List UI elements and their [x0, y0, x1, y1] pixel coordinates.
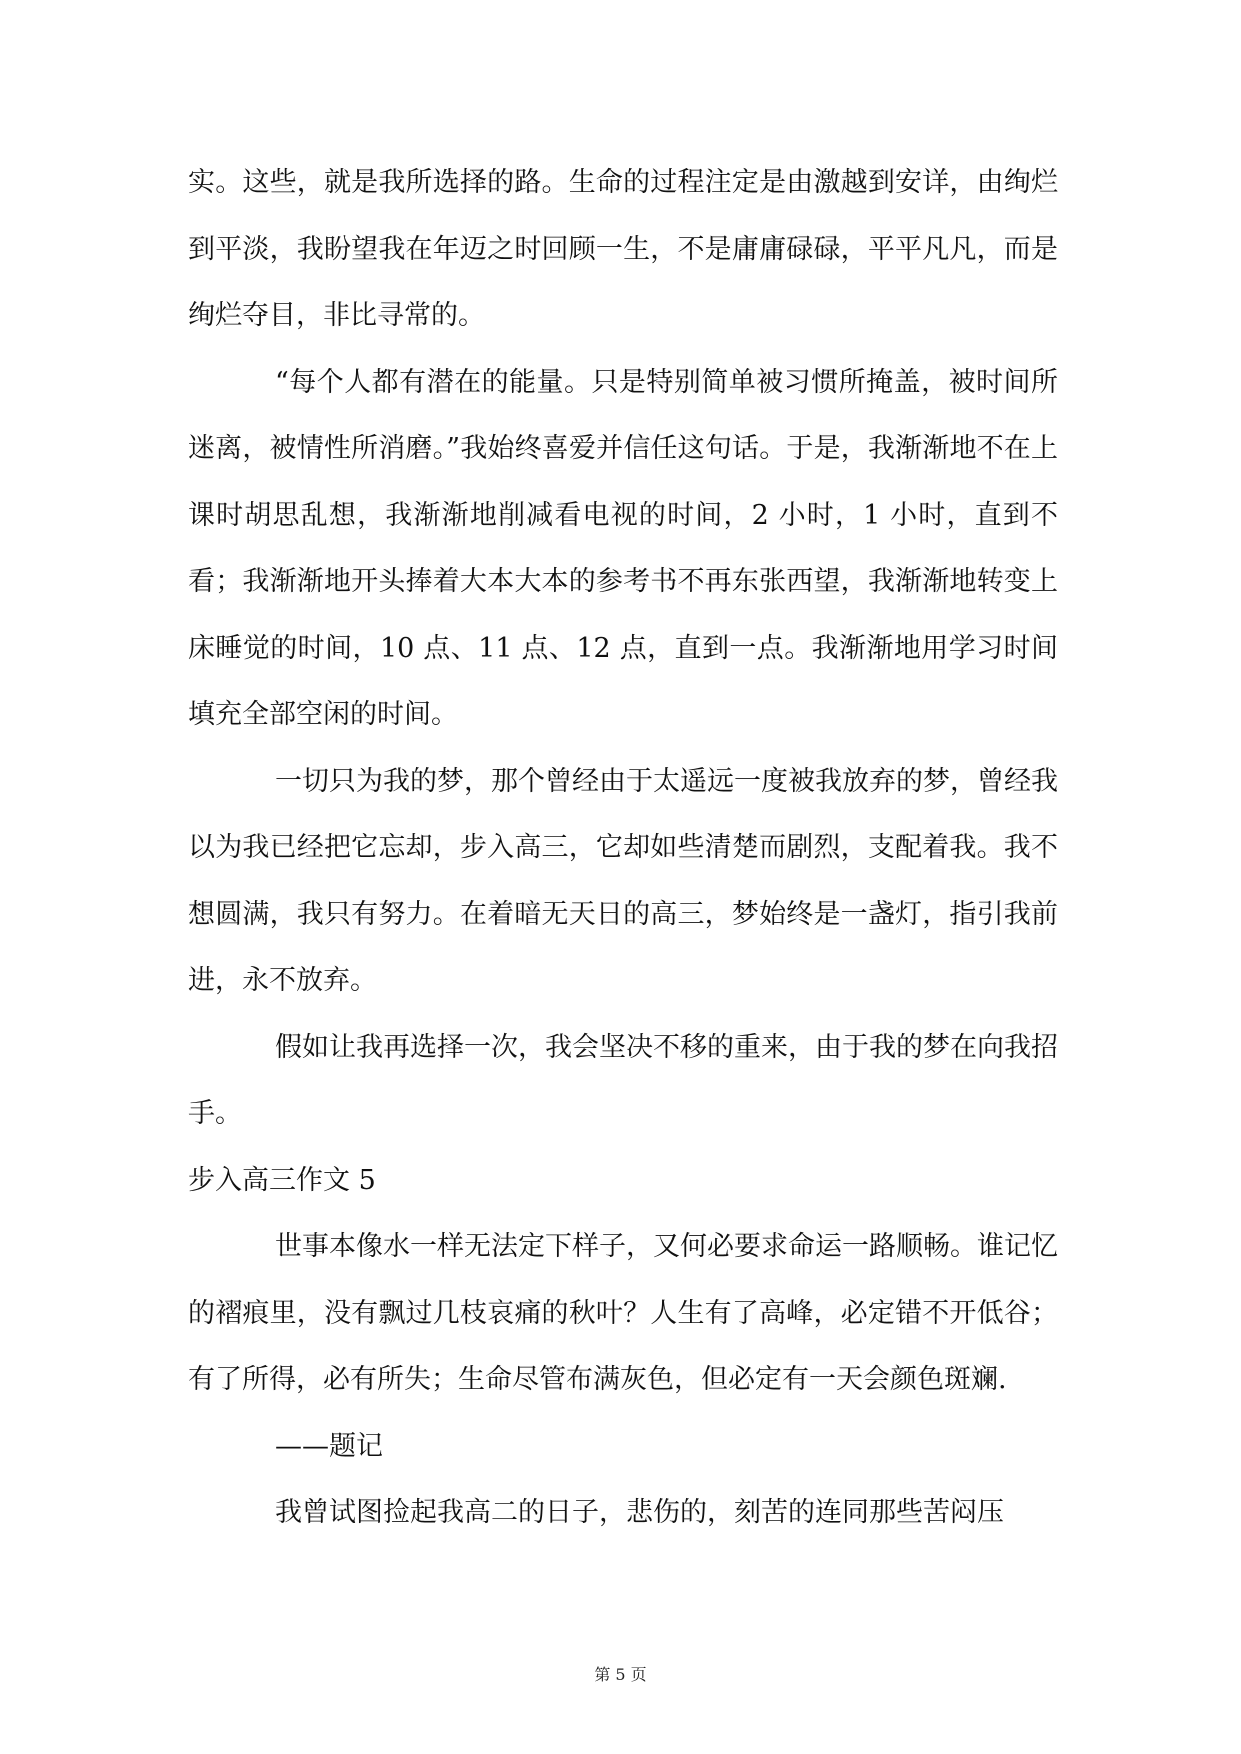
section-heading: 步入高三作文 5 [188, 1164, 376, 1196]
paragraph-1: 实。这些，就是我所选择的路。生命的过程注定是由激越到安详，由绚烂到平淡，我盼望我在年迈之时回顾一生，不是庸庸碌碌，平平凡凡，而是绚烂夺目，非比寻常的。 [188, 167, 1058, 331]
paragraph-2: “每个人都有潜在的能量。只是特别简单被习惯所掩盖，被时间所迷离，被情性所消磨。”我始终喜爱并信任这句话。于是，我渐渐地不在上课时胡思乱想，我渐渐地削减看电视的时间，2 小时，1 小时，直到不看；我渐渐地开头捧着大本大本的参考书不再东张西望，我渐渐地转变上床睡觉的时间，10 点、11 点、12 点，直到一点。我渐渐地用学习时间填充全部空闲的时间。 [188, 366, 1058, 730]
document-body [188, 150, 1058, 1547]
paragraph-7: 我曾试图捡起我高二的日子，悲伤的，刻苦的连同那些苦闷压 [275, 1497, 1004, 1528]
epigraph-attribution: ——题记 [275, 1430, 383, 1462]
paragraph-5: 世事本像水一样无法定下样子，又何必要求命运一路顺畅。谁记忆的褶痕里，没有飘过几枝哀痛的秋叶？人生有了高峰，必定错不开低谷；有了所得，必有所失；生命尽管布满灰色，但必定有一天会颜色斑斓. [188, 1231, 1058, 1395]
page-number: 第 5 页 [594, 1665, 647, 1684]
paragraph-3: 一切只为我的梦，那个曾经由于太遥远一度被我放弃的梦，曾经我以为我已经把它忘却，步入高三，它却如些清楚而剧烈，支配着我。我不想圆满，我只有努力。在着暗无天日的高三，梦始终是一盏灯，指引我前进，永不放弃。 [188, 765, 1058, 996]
paragraph-4: 假如让我再选择一次，我会坚决不移的重来，由于我的梦在向我招手。 [188, 1031, 1058, 1129]
